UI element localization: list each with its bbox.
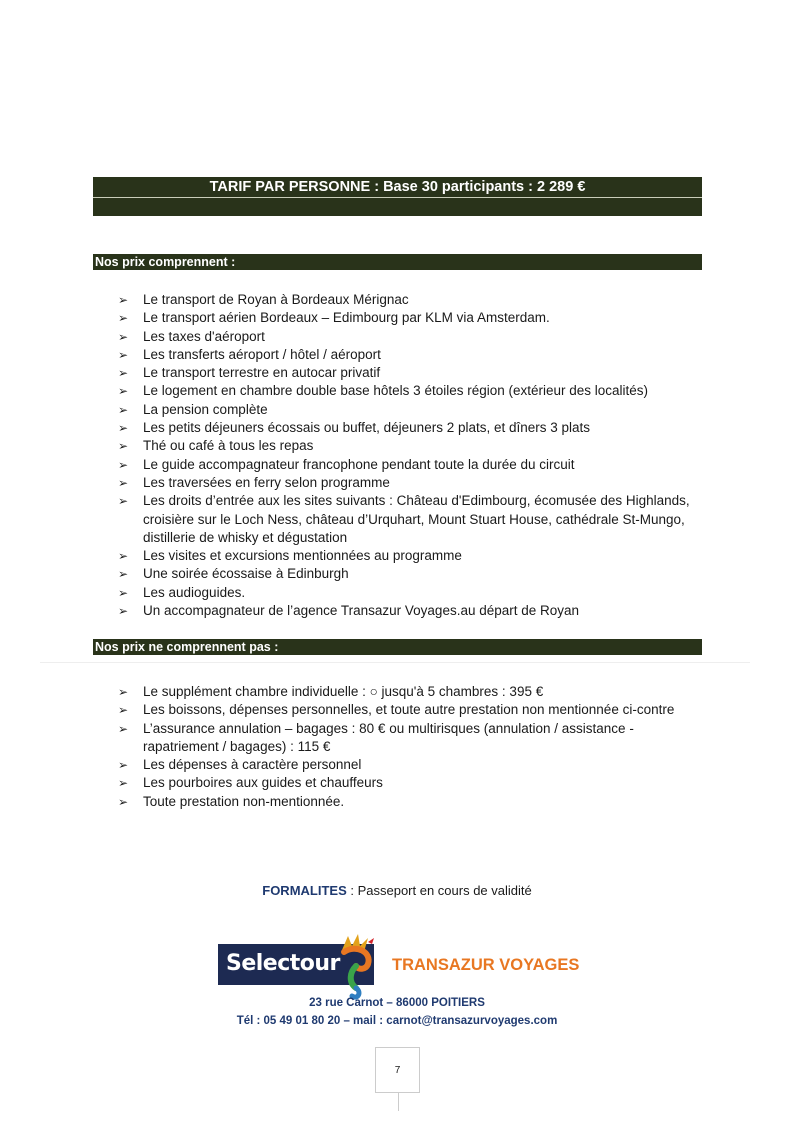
list-item: [118, 774, 708, 792]
excluded-list: [118, 683, 708, 811]
arrow-bullet-icon: ➢: [118, 494, 129, 509]
list-item: [118, 565, 708, 583]
list-item-text: Les visites et excursions mentionnées au programme: [143, 548, 462, 564]
list-item: [118, 364, 708, 382]
arrow-bullet-icon: ➢: [118, 585, 129, 600]
seahorse-logo-icon: [328, 930, 378, 1002]
arrow-bullet-icon: ➢: [118, 567, 129, 582]
included-list: [118, 291, 708, 620]
page-number: 7: [375, 1047, 420, 1093]
list-item-text: Thé ou café à tous les repas: [143, 438, 314, 454]
list-item-text: Les boissons, dépenses personnelles, et toute autre prestation non mentionnée ci-contre: [143, 702, 675, 718]
list-item-text: Le transport aérien Bordeaux – Edimbourg par KLM via Amsterdam.: [143, 310, 550, 326]
list-item: [118, 474, 708, 492]
list-item: [118, 602, 708, 620]
arrow-bullet-icon: ➢: [118, 776, 129, 791]
address-line: 23 rue Carnot – 86000 POITIERS: [309, 997, 485, 1009]
arrow-bullet-icon: ➢: [118, 384, 129, 399]
list-item-text: Les traversées en ferry selon programme: [143, 474, 390, 490]
list-item-text: Les droits d’entrée aux les sites suivants : Château d'Edimbourg, écomusée des Highlands, croisière sur le Loch Ness, château d’Urquhart, Mount Stuart House, cathédrale St-Mungo, distillerie de whisky et dégustation: [143, 493, 690, 545]
list-item-text: L’assurance annulation – bagages : 80 € ou multirisques (annulation / assistance - rapatriement / bagages) : 115 €: [143, 720, 634, 754]
arrow-bullet-icon: ➢: [118, 439, 129, 454]
contact-line: Tél : 05 49 01 80 20 – mail : carnot@transazurvoyages.com: [236, 1015, 558, 1027]
arrow-bullet-icon: ➢: [118, 457, 129, 472]
arrow-bullet-icon: ➢: [118, 311, 129, 326]
arrow-bullet-icon: ➢: [118, 721, 129, 736]
arrow-bullet-icon: ➢: [118, 293, 129, 307]
list-item-text: Un accompagnateur de l’agence Transazur Voyages.au départ de Royan: [143, 603, 580, 619]
list-item: [118, 401, 708, 419]
arrow-bullet-icon: ➢: [118, 347, 129, 362]
list-item: [118, 756, 708, 774]
list-item-text: Le supplément chambre individuelle : ○ jusqu'à 5 chambres : 395 €: [143, 684, 544, 699]
excluded-heading: Nos prix ne comprennent pas :: [93, 639, 702, 655]
arrow-bullet-icon: ➢: [118, 549, 129, 564]
list-item-text: Les dépenses à caractère personnel: [143, 757, 362, 773]
arrow-bullet-icon: ➢: [118, 685, 129, 699]
list-item: [118, 419, 708, 437]
arrow-bullet-icon: ➢: [118, 366, 129, 381]
arrow-bullet-icon: ➢: [118, 794, 129, 809]
tarif-divider: [93, 197, 702, 198]
agency-name: TRANSAZUR VOYAGES: [392, 956, 580, 974]
tarif-box: [93, 177, 702, 216]
formalites: [0, 882, 794, 900]
tarif-title: TARIF PAR PERSONNE : Base 30 participants : 2 289 €: [209, 179, 586, 195]
list-item-text: Le transport terrestre en autocar privatif: [143, 365, 381, 381]
list-item-text: Le logement en chambre double base hôtels 3 étoiles région (extérieur des localités): [143, 383, 649, 399]
arrow-bullet-icon: ➢: [118, 703, 129, 718]
included-heading: Nos prix comprennent :: [93, 254, 702, 270]
list-item-text: Une soirée écossaise à Edinburgh: [143, 566, 349, 582]
list-item: [118, 346, 708, 364]
formalites-text: : Passeport en cours de validité: [346, 883, 532, 898]
list-item: [118, 584, 708, 602]
agency-address: [0, 994, 794, 1030]
arrow-bullet-icon: ➢: [118, 475, 129, 490]
list-item: [118, 437, 708, 455]
list-item: [118, 309, 708, 327]
list-item: [118, 547, 708, 565]
divider: [40, 662, 750, 663]
list-item-text: Le guide accompagnateur francophone pendant toute la durée du circuit: [143, 456, 575, 472]
list-item: [118, 492, 708, 547]
list-item-text: Les taxes d'aéroport: [143, 328, 265, 344]
list-item-text: Les pourboires aux guides et chauffeurs: [143, 775, 383, 791]
arrow-bullet-icon: ➢: [118, 604, 129, 619]
list-item: [118, 683, 708, 701]
arrow-bullet-icon: ➢: [118, 329, 129, 344]
list-item-text: Les petits déjeuners écossais ou buffet, déjeuners 2 plats, et dîners 3 plats: [143, 420, 591, 436]
formalites-label: FORMALITES: [262, 883, 347, 898]
list-item: [118, 382, 708, 400]
page-number-tick: [398, 1093, 399, 1111]
list-item: [118, 456, 708, 474]
arrow-bullet-icon: ➢: [118, 758, 129, 773]
list-item-text: Toute prestation non-mentionnée.: [143, 793, 345, 809]
arrow-bullet-icon: ➢: [118, 402, 129, 417]
list-item-text: Le transport de Royan à Bordeaux Mérignac: [143, 292, 409, 307]
arrow-bullet-icon: ➢: [118, 421, 129, 436]
list-item-text: Les audioguides.: [143, 584, 246, 600]
list-item: [118, 291, 708, 309]
list-item: [118, 328, 708, 346]
list-item-text: Les transferts aéroport / hôtel / aéroport: [143, 346, 381, 362]
list-item: [118, 701, 708, 719]
list-item-text: La pension complète: [143, 401, 268, 417]
list-item: [118, 793, 708, 811]
list-item: [118, 720, 708, 757]
selectour-logo-text: Selectour: [226, 951, 340, 976]
